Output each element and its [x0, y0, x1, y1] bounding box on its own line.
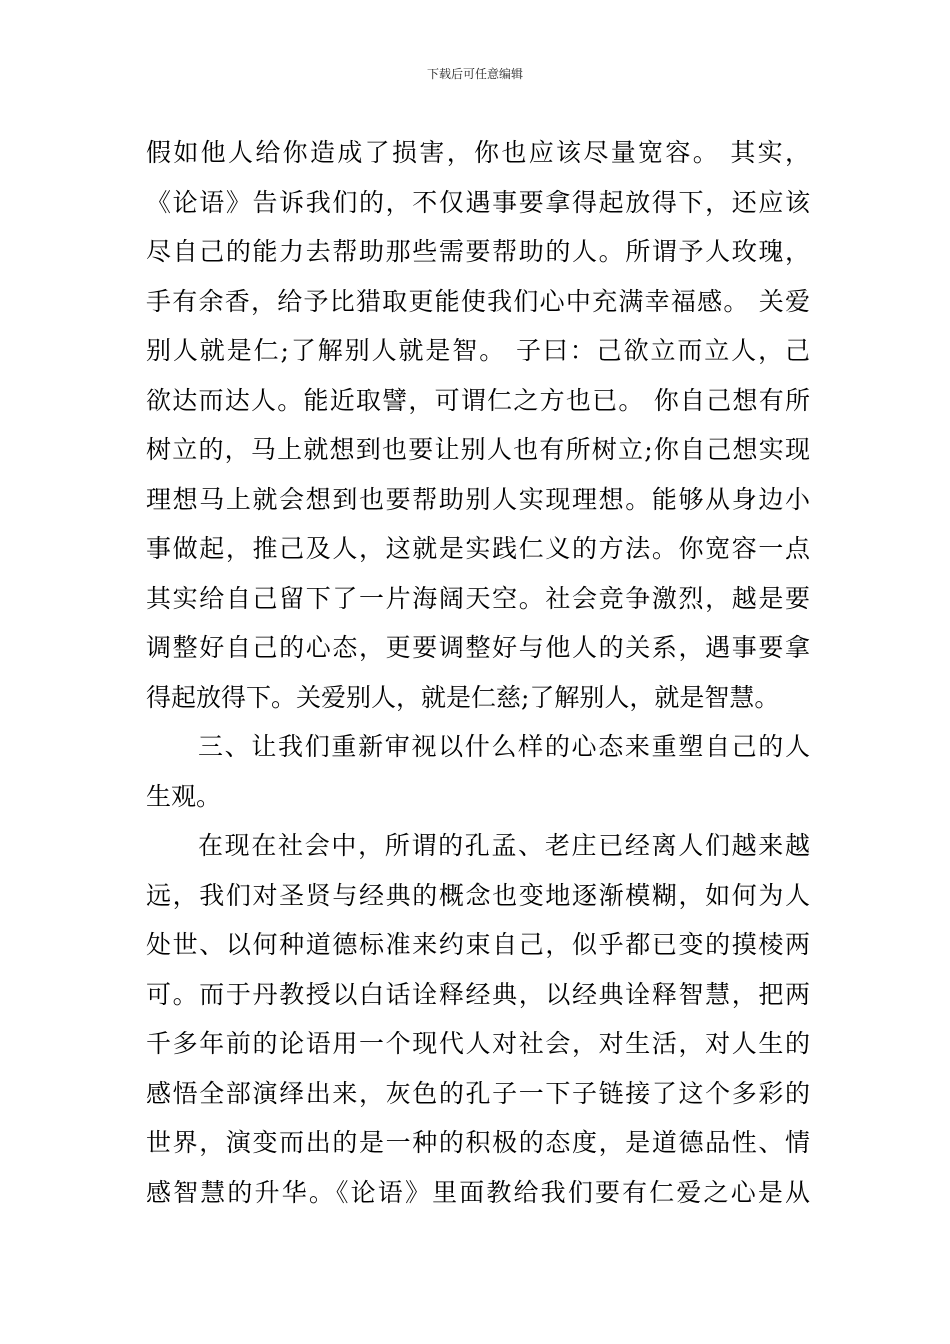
text-line: 假如他人给你造成了损害，你也应该尽量宽容。 其实，	[146, 138, 810, 167]
text-line: 世界，演变而出的是一种的积极的态度，是道德品性、情	[146, 1128, 810, 1157]
text-line: 可。而于丹教授以白话诠释经典，以经典诠释智慧，把两	[146, 979, 810, 1009]
text-line: 树立的，马上就想到也要让别人也有所树立;你自己想实现	[146, 435, 810, 464]
text-line: 千多年前的论语用一个现代人对社会，对生活，对人生的	[146, 1029, 810, 1058]
document-body	[146, 128, 810, 1217]
section-heading-line: 三、让我们重新审视以什么样的心态来重塑自己的人	[198, 732, 810, 761]
page-header-caption: 下载后可任意编辑	[426, 67, 523, 81]
text-line: 别人就是仁;了解别人就是智。 子曰：己欲立而立人，己	[146, 336, 810, 365]
text-line: 《论语》告诉我们的，不仅遇事要拿得起放得下，还应该	[146, 187, 810, 217]
text-line: 尽自己的能力去帮助那些需要帮助的人。所谓予人玫瑰，	[146, 237, 810, 266]
text-line: 感悟全部演绎出来，灰色的孔子一下子链接了这个多彩的	[146, 1078, 810, 1108]
text-line: 感智慧的升华。《论语》里面教给我们要有仁爱之心是从	[146, 1177, 810, 1207]
text-line: 得起放得下。关爱别人，就是仁慈;了解别人，就是智慧。	[146, 682, 780, 712]
section-heading-line: 生观。	[146, 781, 222, 811]
text-line: 在现在社会中，所谓的孔孟、老庄已经离人们越来越	[198, 831, 810, 860]
text-line: 欲达而达人。能近取譬，可谓仁之方也已。 你自己想有所	[146, 385, 810, 415]
text-line: 事做起，推己及人，这就是实践仁义的方法。你宽容一点	[146, 534, 810, 563]
text-line: 理想马上就会想到也要帮助别人实现理想。能够从身边小	[146, 484, 810, 514]
text-line: 手有余香，给予比猎取更能使我们心中充满幸福感。 关爱	[146, 286, 810, 316]
text-line: 处世、以何种道德标准来约束自己，似乎都已变的摸棱两	[146, 930, 810, 959]
text-line: 其实给自己留下了一片海阔天空。社会竞争激烈，越是要	[146, 583, 810, 613]
text-line: 远，我们对圣贤与经典的概念也变地逐渐模糊，如何为人	[146, 880, 810, 910]
text-line: 调整好自己的心态，更要调整好与他人的关系，遇事要拿	[146, 633, 810, 662]
